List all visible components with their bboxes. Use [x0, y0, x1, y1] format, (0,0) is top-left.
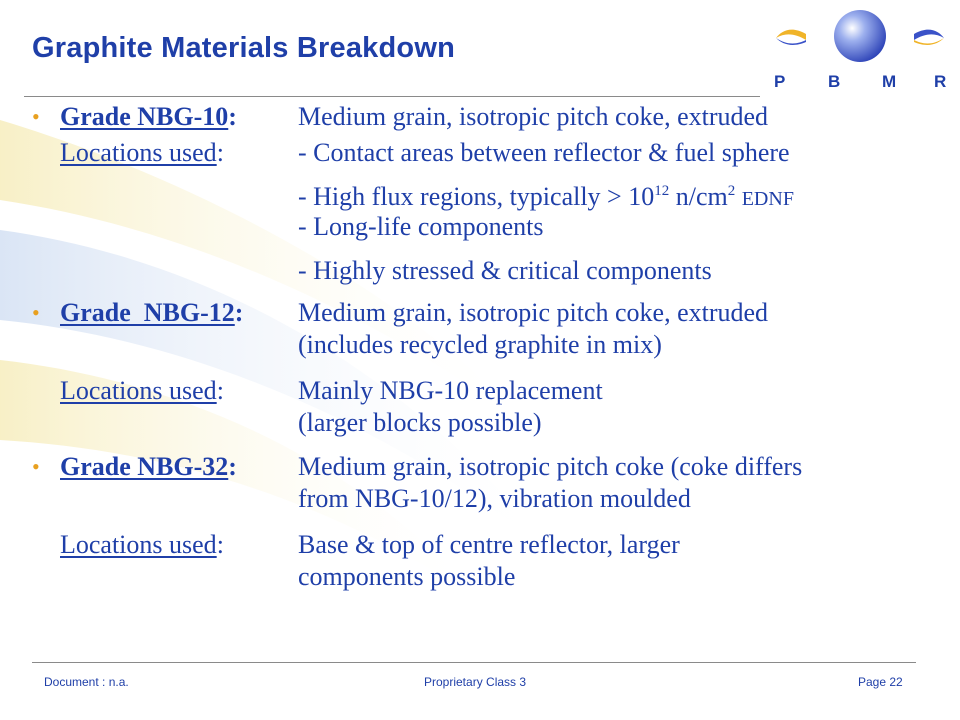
- grade-nbg32-label: Grade NBG-32: [60, 452, 229, 481]
- nbg10-location-3: - Long-life components: [298, 212, 544, 241]
- bullet-nbg32: •: [32, 454, 40, 479]
- footer-classification: Proprietary Class 3: [424, 675, 527, 689]
- nbg10-location-4: - Highly stressed & critical components: [298, 256, 712, 285]
- bullet-nbg12: •: [32, 300, 40, 325]
- grade-nbg32-heading: Grade NBG-32:: [60, 452, 237, 481]
- nbg32-locations-label: Locations used: [60, 530, 217, 559]
- bullet-nbg10: •: [32, 104, 40, 129]
- grade-nbg32-description-2: from NBG-10/12), vibration moulded: [298, 484, 691, 513]
- footer-document: Document : n.a.: [44, 675, 129, 689]
- grade-nbg12-description-1: Medium grain, isotropic pitch coke, extruded: [298, 298, 769, 327]
- footer-divider: [32, 662, 916, 663]
- footer-page-number: Page 22: [858, 675, 903, 689]
- nbg12-locations-label: Locations used: [60, 376, 217, 405]
- grade-nbg32-description-1: Medium grain, isotropic pitch coke (coke differs: [298, 452, 803, 481]
- nbg32-location-2: components possible: [298, 562, 516, 591]
- logo-letter-p: P: [774, 72, 786, 91]
- logo-letter-b: B: [828, 72, 841, 91]
- nbg10-locations-label: Locations used: [60, 138, 217, 167]
- nbg32-locations-heading: Locations used:: [60, 530, 224, 559]
- slide-title: Graphite Materials Breakdown: [32, 32, 455, 64]
- nbg12-locations-heading: Locations used:: [60, 376, 224, 405]
- nbg10-location-2: - High flux regions, typically > $10^{12}$ $n/cm^2$ EDNF: [298, 182, 794, 211]
- nbg12-location-2: (larger blocks possible): [298, 408, 542, 437]
- grade-nbg10-heading: Grade NBG-10:: [60, 102, 237, 131]
- grade-nbg12-heading: Grade NBG-12:: [60, 298, 244, 327]
- grade-nbg10-description: Medium grain, isotropic pitch coke, extruded: [298, 102, 769, 131]
- nbg12-location-1: Mainly NBG-10 replacement: [298, 376, 603, 405]
- nbg32-location-1: Base & top of centre reflector, larger: [298, 530, 680, 559]
- nbg10-locations-heading: Locations used:: [60, 138, 224, 167]
- nbg10-location-1: - Contact areas between reflector & fuel sphere: [298, 138, 790, 167]
- logo-letter-r: R: [934, 72, 947, 91]
- grade-nbg12-label: Grade NBG-12: [60, 298, 235, 327]
- logo-letter-m: M: [882, 72, 897, 91]
- grade-nbg12-description-2: (includes recycled graphite in mix): [298, 330, 662, 359]
- grade-nbg10-label: Grade NBG-10: [60, 102, 229, 131]
